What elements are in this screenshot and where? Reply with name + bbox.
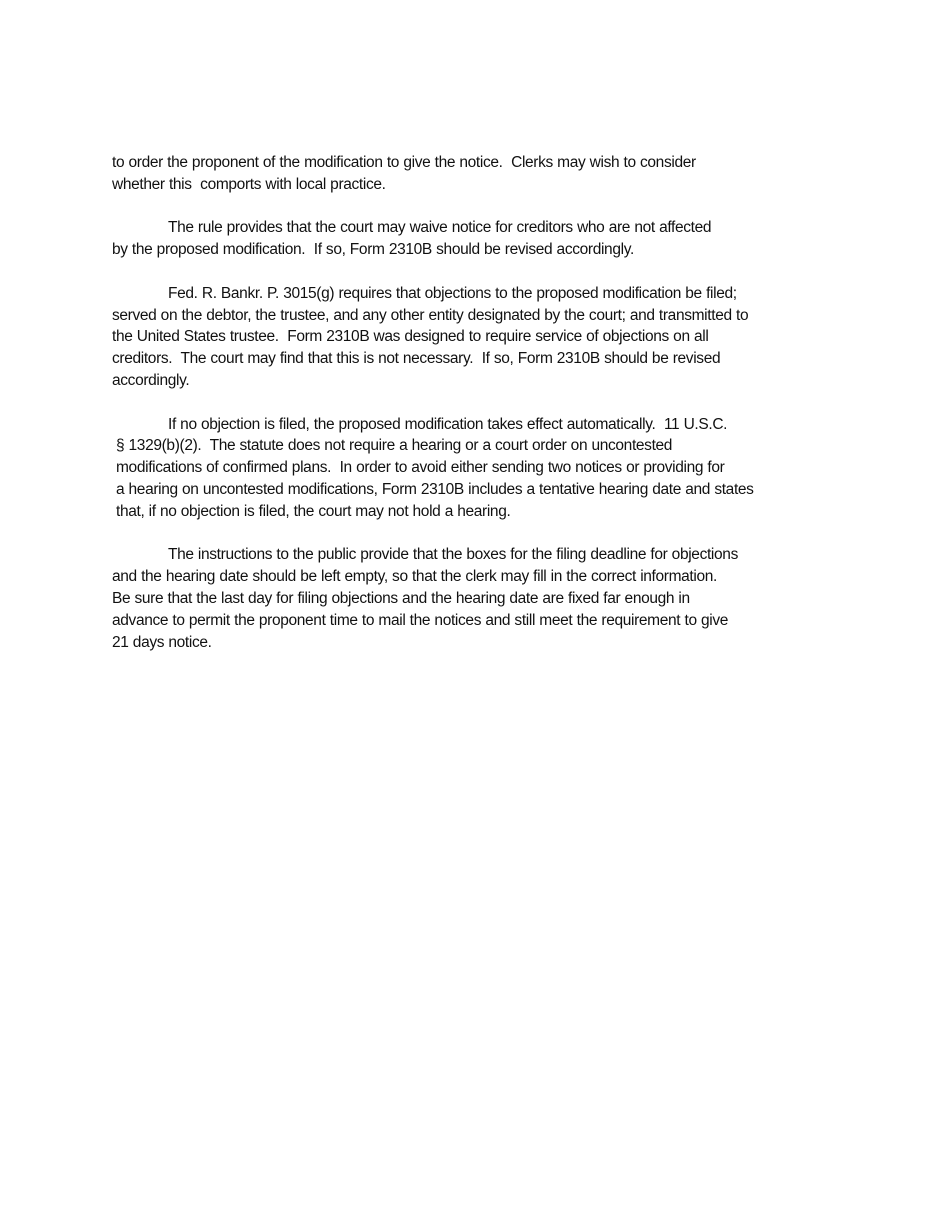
document-body [112, 152, 837, 675]
text-line: 21 days notice. [112, 633, 212, 651]
text-line: that, if no objection is filed, the court may not hold a hearing. [116, 502, 511, 520]
paragraph-continuation [112, 152, 837, 196]
text-line: Be sure that the last day for filing objections and the hearing date are fixed far enough in [112, 589, 690, 607]
text-line: Fed. R. Bankr. P. 3015(g) requires that objections to the proposed modification be filed; [168, 284, 737, 302]
text-line: a hearing on uncontested modifications, Form 2310B includes a tentative hearing date and states [116, 480, 754, 498]
text-line: whether this comports with local practice. [112, 175, 386, 193]
text-line: advance to permit the proponent time to mail the notices and still meet the requirement to give [112, 611, 729, 629]
text-line: and the hearing date should be left empty, so that the clerk may fill in the correct information. [112, 568, 717, 586]
paragraph-objections-service [112, 283, 837, 392]
text-line: The instructions to the public provide that the boxes for the filing deadline for objections [168, 546, 738, 564]
text-line: modifications of confirmed plans. In order to avoid either sending two notices or providing for [116, 459, 725, 477]
paragraph-instructions [112, 544, 837, 653]
text-line: The rule provides that the court may waive notice for creditors who are not affected [168, 219, 712, 237]
text-line: by the proposed modification. If so, Form 2310B should be revised accordingly. [112, 241, 634, 259]
text-line: the United States trustee. Form 2310B was designed to require service of objections on all [112, 328, 709, 346]
text-line: to order the proponent of the modification to give the notice. Clerks may wish to consider [112, 154, 696, 171]
text-line: accordingly. [112, 371, 190, 389]
text-line: § 1329(b)(2). The statute does not require a hearing or a court order on uncontested [116, 437, 673, 455]
paragraph-no-objection [112, 414, 837, 523]
text-line: If no objection is filed, the proposed modification takes effect automatically. 11 U.S.C. [168, 415, 728, 433]
text-line: served on the debtor, the trustee, and any other entity designated by the court; and transmitted to [112, 306, 749, 324]
text-line: creditors. The court may find that this is not necessary. If so, Form 2310B should be revised [112, 350, 721, 368]
paragraph-waive-notice [112, 217, 837, 261]
